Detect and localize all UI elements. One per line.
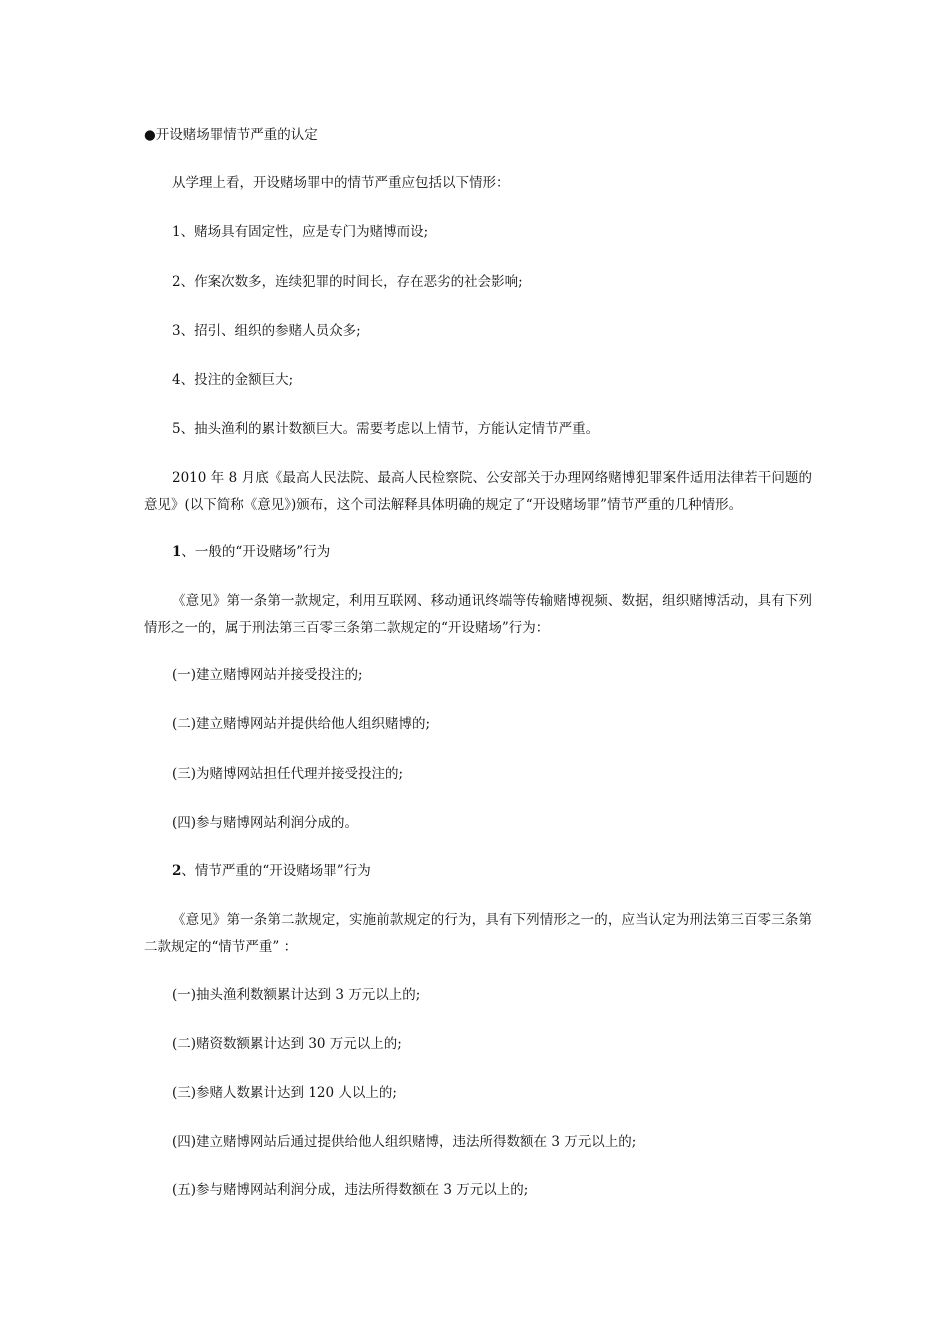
scholarly-item-4: 4、投注的金额巨大; (172, 372, 294, 388)
section2-number: 2 (172, 863, 182, 879)
section1-number: 1 (172, 544, 182, 560)
section-heading: ●开设赌场罪情节严重的认定 (144, 127, 318, 143)
section2-item-3: (三)参赌人数累计达到 120 人以上的; (172, 1085, 397, 1101)
opinion-paragraph: 2010 年 8 月底《最高人民法院、最高人民检察院、公安部关于办理网络赌博犯罪案件适用法律若干问题的意见》(以下简称《意见》)颁布，这个司法解释具体明确的规定了“开设赌场罪”情节严重的几种情形。 (144, 470, 812, 513)
section1-item-2: (二)建立赌博网站并提供给他人组织赌博的; (172, 716, 431, 732)
section2-title: 、情节严重的“开设赌场罪”行为 (181, 863, 371, 879)
scholarly-item-3: 3、招引、组织的参赌人员众多; (172, 323, 361, 339)
scholarly-item-5: 5、抽头渔利的累计数额巨大。需要考虑以上情节，方能认定情节严重。 (172, 421, 600, 437)
section1-title: 、一般的“开设赌场”行为 (181, 544, 331, 560)
scholarly-item-1: 1、赌场具有固定性，应是专门为赌博而设; (172, 224, 429, 240)
section2-item-5: (五)参与赌博网站利润分成，违法所得数额在 3 万元以上的; (172, 1182, 529, 1198)
section2-paragraph: 《意见》第一条第二款规定，实施前款规定的行为，具有下列情形之一的，应当认定为刑法第三百零三条第二款规定的“情节严重” ： (144, 912, 812, 955)
section2-item-1: (一)抽头渔利数额累计达到 3 万元以上的; (172, 987, 421, 1003)
section1-item-4: (四)参与赌博网站利润分成的。 (172, 815, 359, 831)
section1-item-3: (三)为赌博网站担任代理并接受投注的; (172, 766, 404, 782)
intro-line: 从学理上看，开设赌场罪中的情节严重应包括以下情形： (172, 175, 510, 191)
section1-paragraph: 《意见》第一条第一款规定，利用互联网、移动通讯终端等传输赌博视频、数据，组织赌博活动，具有下列情形之一的，属于刑法第三百零三条第二款规定的“开设赌场”行为： (144, 593, 812, 636)
section2-heading (172, 862, 371, 880)
section1-heading (172, 543, 330, 561)
section2-item-2: (二)赌资数额累计达到 30 万元以上的; (172, 1036, 402, 1052)
section1-item-1: (一)建立赌博网站并接受投注的; (172, 667, 363, 683)
section2-item-4: (四)建立赌博网站后通过提供给他人组织赌博，违法所得数额在 3 万元以上的; (172, 1134, 637, 1150)
scholarly-item-2: 2、作案次数多，连续犯罪的时间长，存在恶劣的社会影响; (172, 274, 523, 290)
